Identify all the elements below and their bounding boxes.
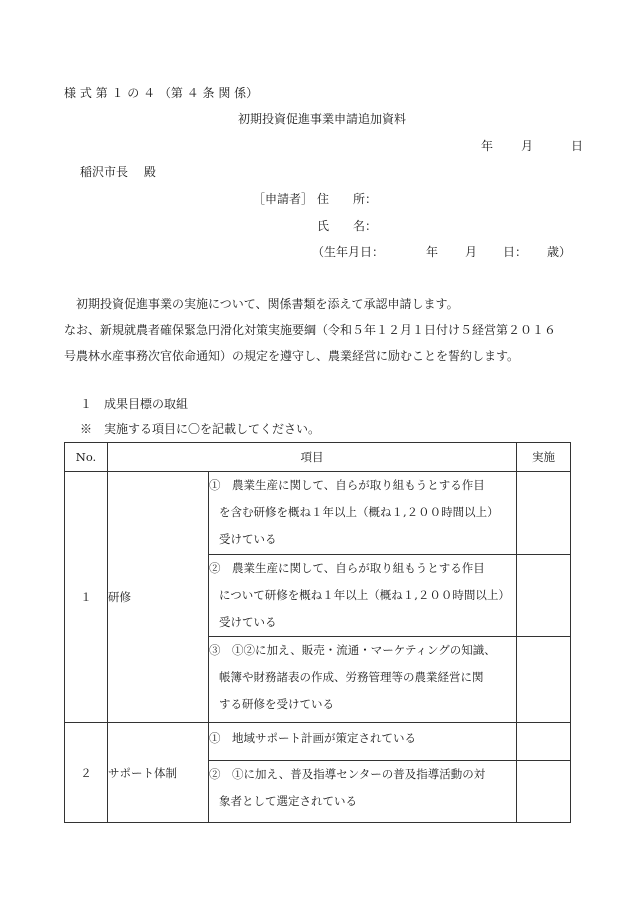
impl-cell[interactable]	[517, 723, 571, 761]
form-number: 様 式 第 １ の ４ （第 ４ 条 関 係）	[64, 86, 259, 100]
item-line: 帳簿や財務諸表の作成、労務管理等の農業経営に関	[219, 670, 484, 684]
item-cell	[209, 637, 517, 723]
application-statement: 初期投資促進事業の実施について、関係書類を添えて承認申請します。	[76, 297, 459, 311]
item-line: 受けている	[219, 532, 277, 546]
item-line: 象者として選定されている	[219, 794, 357, 808]
impl-cell[interactable]	[517, 761, 571, 823]
table-row	[65, 472, 571, 555]
item-line: ② ①に加え、普及指導センターの普及指導活動の対	[209, 767, 486, 781]
item-cell	[209, 761, 517, 823]
addressee: 稲沢市長 殿	[80, 165, 156, 179]
header-no: No.	[65, 443, 108, 472]
item-cell	[209, 472, 517, 555]
group-category: サポート体制	[108, 723, 209, 823]
birthdate-day: 日：	[503, 245, 528, 259]
header-impl: 実施	[517, 443, 571, 472]
date-day-label: 日	[571, 139, 584, 153]
table-header-row	[65, 443, 571, 472]
item-cell	[209, 555, 517, 637]
applicant-label: ［申請者］	[253, 192, 314, 206]
birthdate-age: 歳）	[547, 245, 572, 259]
item-line: ① 農業生産に関して、自らが取り組もうとする作目	[209, 478, 485, 492]
name-label: 氏 名：	[317, 219, 378, 233]
group-number: ２	[65, 723, 108, 823]
group-number: １	[65, 472, 108, 723]
item-line: 受けている	[219, 615, 277, 629]
pledge-line-1: なお、新規就農者確保緊急円滑化対策実施要綱（令和５年１２月１日付け５経営第２０１６	[64, 323, 557, 337]
item-line: ② 農業生産に関して、自らが取り組もうとする作目	[209, 561, 485, 575]
birthdate-open: （生年月日：	[312, 245, 385, 259]
item-line: について研修を概ね１年以上（概ね１,２００時間以上）	[219, 588, 510, 602]
impl-cell[interactable]	[517, 472, 571, 555]
date-month-label: 月	[521, 139, 534, 153]
item-line: を含む研修を概ね１年以上（概ね１,２００時間以上）	[219, 505, 499, 519]
pledge-line-2: 号農林水産事務次官依命通知）の規定を遵守し、農業経営に励むことを誓約します。	[64, 349, 520, 363]
item-line: ① 地域サポート計画が策定されている	[209, 731, 416, 745]
table-row	[65, 723, 571, 761]
header-item: 項目	[108, 443, 517, 472]
goals-table	[64, 442, 571, 823]
birthdate-month: 月	[465, 245, 478, 259]
item-line: する研修を受けている	[219, 697, 334, 711]
section-note: ※ 実施する項目に〇を記載してください。	[80, 422, 321, 436]
date-year-label: 年	[481, 139, 494, 153]
group-category: 研修	[108, 472, 209, 723]
address-label: 住 所：	[317, 192, 378, 206]
item-line: ③ ①②に加え、販売・流通・マーケティングの知識、	[209, 643, 496, 657]
impl-cell[interactable]	[517, 637, 571, 723]
section-heading: １ 成果目標の取組	[80, 397, 189, 411]
document-title: 初期投資促進事業申請追加資料	[238, 112, 407, 126]
item-cell	[209, 723, 517, 761]
impl-cell[interactable]	[517, 555, 571, 637]
birthdate-year: 年	[426, 245, 439, 259]
